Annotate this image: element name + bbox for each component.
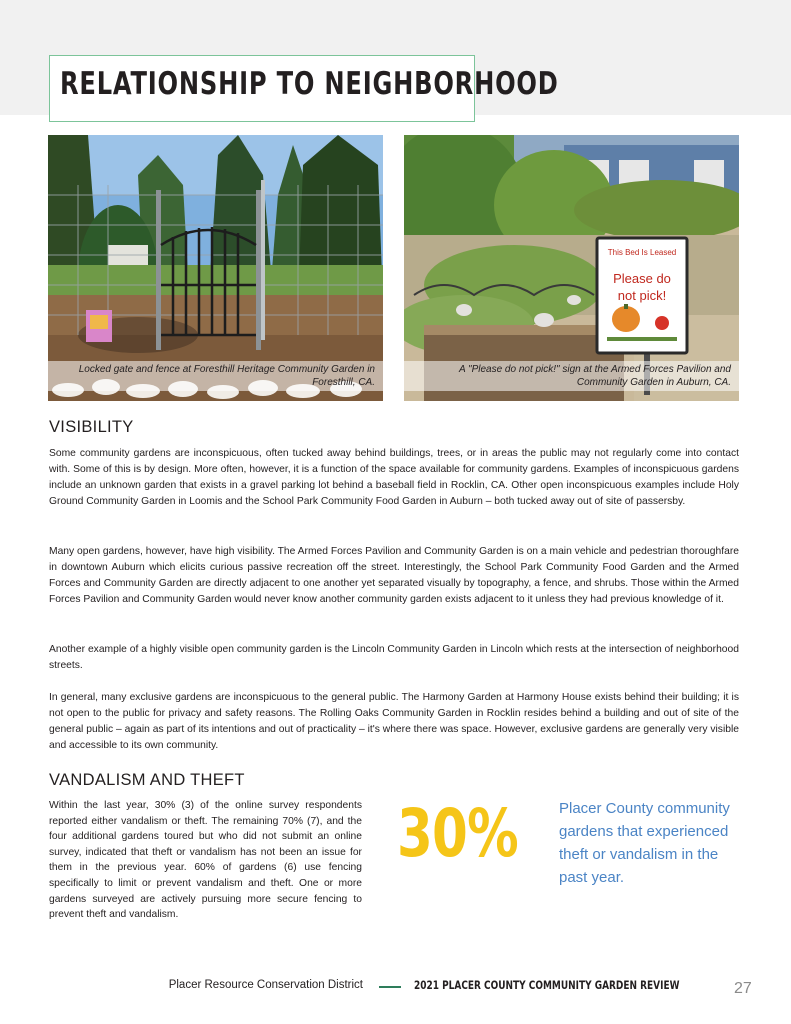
footer-divider <box>379 986 401 988</box>
title-box <box>49 55 559 122</box>
page-title: RELATIONSHIP TO NEIGHBORHOOD <box>60 66 559 102</box>
photo-do-not-pick-sign <box>404 135 739 401</box>
stat-description: Placer County community gardens that experienced theft or vandalism in the past year. <box>559 800 730 886</box>
photo-locked-gate <box>48 135 383 401</box>
sign-line: Please do <box>613 271 671 286</box>
photo-caption <box>404 361 739 391</box>
caption-line: A "Please do not pick!" sign at the Armed Forces Pavilion and <box>458 364 731 375</box>
caption-line: Locked gate and fence at Foresthill Heritage Community Garden in <box>78 364 375 375</box>
body-paragraph: Many open gardens, however, have high visibility. The Armed Forces Pavilion and Community Garden is on a main vehicle and pedestrian thoroughfare in downtown Auburn which elicits curious passive recreation off the street. Interestingly, the School Park Community Food Garden and the Armed Forces and Community Garden are directly adjacent to one another yet separated visually by topography, a fence, and shrubs. Those within the Armed Forces Pavilion and Community Garden would never know another community garden exists adjacent to it unless they had previous knowledge of it. <box>49 546 739 605</box>
vandalism-paragraph: Within the last year, 30% (3) of the online survey respondents reported either vandalism or theft. The remaining 70% (7), and the four additional gardens toured but who did not submit an online survey, indicated that theft or vandalism has not been an issue for them in the previous year. 60% of gardens (6) use fencing specifically to limit or prevent vandalism and theft. One or more gardens surveyed are actively pursuing more secure fencing to prevent theft and vandalism. <box>49 800 362 921</box>
section-heading-vandalism: VANDALISM AND THEFT <box>49 771 245 789</box>
body-paragraph: In general, many exclusive gardens are inconspicuous to the general public. The Harmony Garden at Harmony House exists behind their building; it is not open to the public for privacy and safety reasons. The Rolling Oaks Community Garden in Rocklin resides behind a building and out of site of the general public – again as part of its intentions and out of practicality – it's where there was space. However, exclusive gardens are generally very visible and accessible to its own community. <box>49 692 739 751</box>
section-heading-visibility: VISIBILITY <box>49 418 134 436</box>
footer-report-title: 2021 PLACER COUNTY COMMUNITY GARDEN REVIEW <box>414 978 680 992</box>
page-number: 27 <box>734 980 752 997</box>
body-paragraph: Another example of a highly visible open community garden is the Lincoln Community Garden in Lincoln which rests at the intersection of neighborhood streets. <box>49 644 739 671</box>
photo-caption <box>48 361 383 391</box>
sign-line: This Bed Is Leased <box>607 248 677 257</box>
body-paragraph: Some community gardens are inconspicuous, often tucked away behind buildings, trees, or in areas the public may not regularly come into contact with. Some of this is by design. More often, however, it is a function of the space available for community gardens. Examples of inconspicuous gardens include an unknown garden that exists in a gravel parking lot behind a baseball field in Rocklin, CA. Other open inconspicuous examples include Holy Ground Community Garden in Loomis and the School Park Community Food Garden in Auburn – both tucked away out of site of passersby. <box>49 448 739 507</box>
caption-line: Foresthill, CA. <box>312 377 375 388</box>
caption-line: Community Garden in Auburn, CA. <box>576 377 731 388</box>
stat-value: 30% <box>397 795 518 872</box>
sign-line: not pick! <box>617 288 667 303</box>
footer-organization: Placer Resource Conservation District <box>168 979 363 991</box>
